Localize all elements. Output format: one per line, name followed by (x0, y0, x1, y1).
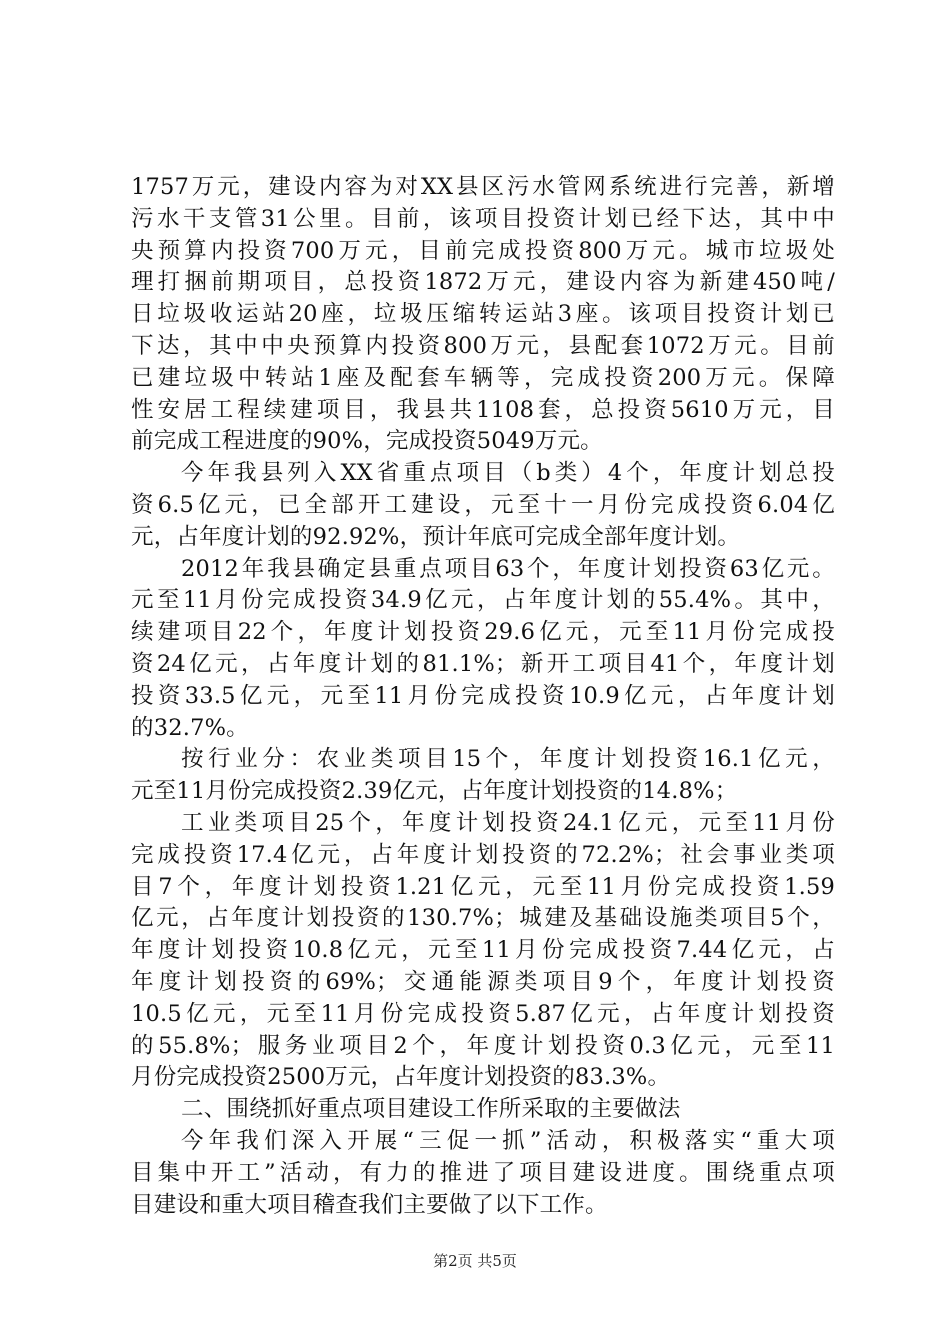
text-line: 工业类项目25个，年度计划投资24.1亿元，元至11月份 (181, 809, 835, 836)
text-line: 2012年我县确定县重点项目63个，年度计划投资63亿元。 (181, 555, 835, 582)
text-line: 按行业分：农业类项目15个，年度计划投资16.1亿元， (181, 746, 835, 773)
text-line: 10.5亿元，元至11月份完成投资5.87亿元，占年度计划投资 (131, 1000, 835, 1027)
text-line: 完成投资17.4亿元，占年度计划投资的72.2%；社会事业类项 (131, 841, 835, 868)
text-line: 日垃圾收运站20座，垃圾压缩转运站3座。该项目投资计划已 (131, 301, 835, 328)
paragraph (131, 808, 835, 1094)
paragraph (131, 172, 835, 458)
text-line: 的55.8%；服务业项目2个，年度计划投资0.3亿元，元至11 (131, 1032, 835, 1059)
text-line: 1757万元，建设内容为对XX县区污水管网系统进行完善，新增 (131, 174, 835, 200)
text-line: 污水干支管31公里。目前，该项目投资计划已经下达，其中中 (131, 205, 835, 232)
text-line: 月份完成投资2500万元，占年度计划投资的83.3%。 (131, 1064, 671, 1091)
text-line: 年度计划投资的69%；交通能源类项目9个，年度计划投资 (131, 968, 835, 995)
text-line: 年度计划投资10.8亿元，元至11月份完成投资7.44亿元，占 (131, 937, 835, 964)
text-line: 目集中开工”活动，有力的推进了项目建设进度。围绕重点项 (131, 1159, 835, 1186)
text-line: 元至11月份完成投资2.39亿元，占年度计划投资的14.8%； (131, 778, 738, 805)
text-line: 已建垃圾中转站1座及配套车辆等，完成投资200万元。保障 (131, 364, 835, 391)
text-line: 央预算内投资700万元，目前完成投资800万元。城市垃圾处 (131, 237, 835, 264)
paragraph (131, 1094, 835, 1126)
text-line: 资24亿元，占年度计划的81.1%；新开工项目41个，年度计划 (131, 650, 835, 677)
text-line: 目建设和重大项目稽查我们主要做了以下工作。 (131, 1191, 608, 1218)
text-line: 今年我县列入XX省重点项目（b类）4个，年度计划总投 (181, 460, 835, 487)
document-body (131, 172, 835, 1221)
paragraph (131, 744, 835, 808)
text-line: 下达，其中中央预算内投资800万元，县配套1072万元。目前 (131, 332, 835, 359)
text-line: 今年我们深入开展“三促一抓”活动，积极落实“重大项 (181, 1127, 835, 1154)
paragraph (131, 554, 835, 745)
text-line: 性安居工程续建项目，我县共1108套，总投资5610万元，目 (131, 396, 835, 423)
paragraph (131, 1126, 835, 1221)
text-line: 目7个，年度计划投资1.21亿元，元至11月份完成投资1.59 (131, 873, 835, 900)
text-line: 的32.7%。 (131, 714, 249, 741)
text-line: 二、围绕抓好重点项目建设工作所采取的主要做法 (181, 1096, 681, 1123)
text-line: 投资33.5亿元，元至11月份完成投资10.9亿元，占年度计划 (131, 682, 835, 709)
page-footer (0, 1250, 950, 1271)
text-line: 理打捆前期项目，总投资1872万元，建设内容为新建450吨/ (131, 269, 835, 296)
page-number: 第2页 共5页 (433, 1252, 517, 1270)
text-line: 元，占年度计划的92.92%，预计年底可完成全部年度计划。 (131, 523, 741, 550)
paragraph (131, 458, 835, 553)
text-line: 资6.5亿元，已全部开工建设，元至十一月份完成投资6.04亿 (131, 491, 835, 518)
text-line: 亿元，占年度计划投资的130.7%；城建及基础设施类项目5个， (131, 905, 835, 932)
text-line: 前完成工程进度的90%，完成投资5049万元。 (131, 428, 603, 455)
text-line: 元至11月份完成投资34.9亿元，占年度计划的55.4%。其中， (131, 587, 835, 614)
text-line: 续建项目22个，年度计划投资29.6亿元，元至11月份完成投 (131, 619, 835, 646)
